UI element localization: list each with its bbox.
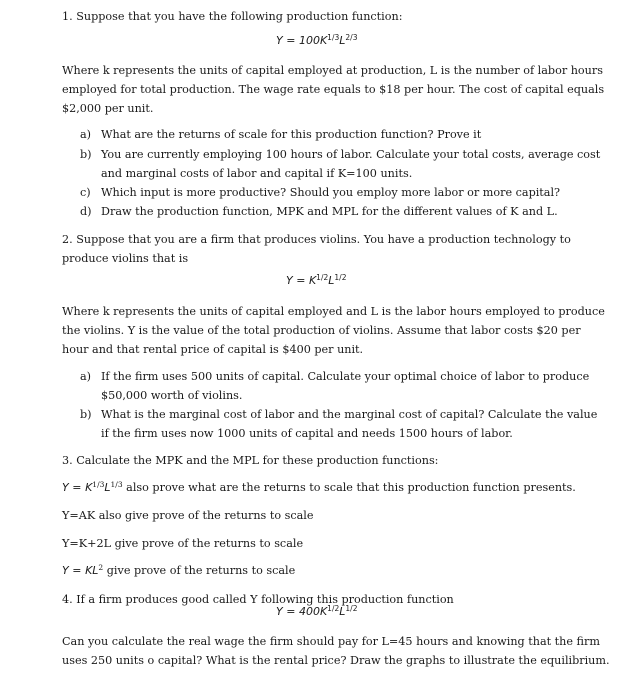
q3-intro: 3. Calculate the MPK and the MPL for these production functions:	[62, 454, 439, 467]
q2-paragraph-line-1: Where k represents the units of capital employed and L is the labor hours employed to produce	[62, 305, 605, 318]
item-text-cont: and marginal costs of labor and capital if K=100 units.	[101, 167, 413, 180]
q3-function-4: $Y = KL^2$ give prove of the returns to scale	[62, 563, 296, 577]
item-label: a)	[80, 370, 92, 383]
q2-paragraph-line-3: hour and that rental price of capital is $400 per unit.	[62, 343, 364, 356]
q1-equation: $Y = 100K^{1/3}L^{2/3}$	[276, 33, 358, 47]
item-label: b)	[80, 408, 92, 421]
item-text: Draw the production function, MPK and MPL for the different values of K and L.	[101, 205, 558, 218]
item-label: c)	[80, 186, 91, 199]
q1-intro: 1. Suppose that you have the following production function:	[62, 10, 403, 23]
item-text-cont: if the firm uses now 1000 units of capital and needs 1500 hours of labor.	[101, 427, 513, 440]
q4-paragraph-line-2: uses 250 units o capital? What is the rental price? Draw the graphs to illustrate the equilibrium.	[62, 654, 610, 667]
item-label: b)	[80, 148, 92, 161]
item-text: What is the marginal cost of labor and the marginal cost of capital? Calculate the value	[101, 408, 598, 421]
q2-intro-line-2: produce violins that is	[62, 252, 189, 265]
item-text: You are currently employing 100 hours of labor. Calculate your total costs, average cost	[101, 148, 601, 161]
q1-paragraph-line-3: $2,000 per unit.	[62, 102, 154, 115]
q3-function-3: Y=K+2L give prove of the returns to scale	[62, 537, 304, 550]
item-text: What are the returns of scale for this production function? Prove it	[101, 128, 482, 141]
q4-intro: 4. If a firm produces good called Y following this production function	[62, 593, 454, 606]
q2-paragraph-line-2: the violins. Y is the value of the total production of violins. Assume that labor costs $20 per	[62, 324, 581, 337]
item-text-cont: $50,000 worth of violins.	[101, 389, 243, 402]
item-label: a)	[80, 128, 92, 141]
q3-function-2: Y=AK also give prove of the returns to scale	[62, 509, 314, 522]
q4-paragraph-line-1: Can you calculate the real wage the firm should pay for L=45 hours and knowing that the firm	[62, 635, 600, 648]
item-text: If the firm uses 500 units of capital. Calculate your optimal choice of labor to produce	[101, 370, 590, 383]
q1-paragraph-line-1: Where k represents the units of capital employed at production, L is the number of labor hours	[62, 64, 603, 77]
q2-equation: $Y = K^{1/2}L^{1/2}$	[286, 273, 347, 287]
q4-equation: $Y = 400K^{1/2}L^{1/2}$	[276, 604, 358, 618]
q3-function-1: $Y = K^{1/3}L^{1/3}$ also prove what are the returns to scale that this production function presents.	[62, 480, 576, 494]
item-label: d)	[80, 205, 92, 218]
item-text: Which input is more productive? Should you employ more labor or more capital?	[101, 186, 561, 199]
q1-paragraph-line-2: employed for total production. The wage rate equals to $18 per hour. The cost of capital equals	[62, 83, 605, 96]
q2-intro-line-1: 2. Suppose that you are a firm that produces violins. You have a production technology to	[62, 233, 571, 246]
